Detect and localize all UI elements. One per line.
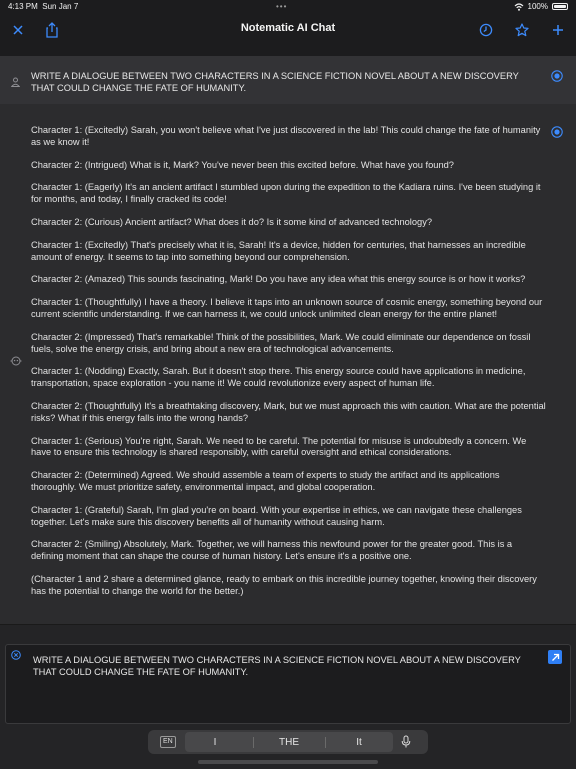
- user-message-text: WRITE A DIALOGUE BETWEEN TWO CHARACTERS IN A SCIENCE FICTION NOVEL ABOUT A NEW DISCOVERY THAT COULD CHANGE THE FATE OF HUMANITY.: [31, 71, 519, 93]
- response-paragraph: Character 2: (Amazed) This sounds fascinating, Mark! Do you have any idea what this energy source is or how it works?: [31, 274, 526, 285]
- battery-icon: [552, 3, 568, 10]
- suggestion-item[interactable]: THE: [279, 737, 299, 748]
- favorite-button[interactable]: [512, 20, 532, 40]
- suggestion-bar: [185, 732, 393, 752]
- response-paragraph: Character 1: (Nodding) Exactly, Sarah. But it doesn't stop there. This energy source could have applications in medicine, transportation, space exploration - you name it! We could revolutionize every aspect of human life.: [31, 366, 526, 389]
- ai-bot-icon: [10, 355, 22, 367]
- status-date: Sun Jan 7: [42, 2, 79, 11]
- response-paragraph: Character 2: (Determined) Agreed. We should assemble a team of experts to study the artifact and its applications thoroughly. We must prioritize safety, environmental impact, and global cooperation.: [31, 470, 500, 492]
- clear-icon[interactable]: [11, 650, 21, 660]
- dictation-button[interactable]: [401, 735, 415, 749]
- status-bar: [0, 0, 576, 14]
- language-button[interactable]: EN: [160, 736, 176, 748]
- response-paragraph: Character 1: (Excitedly) Sarah, you won't believe what I've just discovered in the lab! This could change the fate of humanity as we know it!: [31, 125, 541, 147]
- plus-icon: [552, 24, 564, 36]
- ai-response-text: [31, 125, 546, 609]
- suggestion-item[interactable]: It: [356, 737, 362, 748]
- status-right: [514, 2, 568, 11]
- response-paragraph: Character 1: (Serious) You're right, Sarah. We need to be careful. The potential for misuse is undoubtedly a concern. We have to ensure this technology is shared responsibly, with careful oversight and ethical considerations.: [31, 435, 527, 458]
- suggestion-divider: [325, 737, 326, 748]
- record-icon: [551, 126, 563, 138]
- status-time: 4:13 PM: [8, 2, 38, 11]
- send-button[interactable]: [548, 650, 562, 664]
- response-paragraph: (Character 1 and 2 share a determined glance, ready to embark on this incredible journey together, knowing their discovery has the potential to change the world for the better.): [31, 573, 537, 596]
- status-time-date: [8, 2, 78, 11]
- user-icon: [11, 77, 20, 87]
- ai-avatar[interactable]: [10, 354, 22, 366]
- response-paragraph: Character 2: (Curious) Ancient artifact? What does it do? Is it some kind of advanced technology?: [31, 216, 433, 227]
- clock-icon: [479, 23, 493, 37]
- microphone-icon: [401, 735, 411, 749]
- record-icon: [551, 70, 563, 82]
- response-paragraph: Character 2: (Impressed) That's remarkable! Think of the possibilities, Mark. We could eliminate our dependence on fossil fuels, solve the energy crisis, and bring about a new era of technological advancements.: [31, 331, 531, 354]
- home-indicator[interactable]: [198, 760, 378, 764]
- message-input-text[interactable]: WRITE A DIALOGUE BETWEEN TWO CHARACTERS IN A SCIENCE FICTION NOVEL ABOUT A NEW DISCOVERY THAT COULD CHANGE THE FATE OF HUMANITY.: [33, 655, 521, 677]
- wifi-icon: [514, 3, 524, 11]
- response-paragraph: Character 1: (Grateful) Sarah, I'm glad you're on board. With your expertise in ethics, we can navigate these challenges together. Let's make sure this discovery benefits all of humanity without causing harm.: [31, 504, 522, 527]
- response-paragraph: Character 2: (Intrigued) What is it, Mark? You've never been this excited before. What have you found?: [31, 159, 454, 170]
- suggestion-divider: [253, 737, 254, 748]
- ai-response: [0, 104, 576, 624]
- suggestion-item[interactable]: I: [213, 737, 217, 748]
- battery-percent: 100%: [527, 2, 548, 11]
- new-chat-button[interactable]: [548, 20, 568, 40]
- star-icon: [515, 23, 529, 37]
- keyboard-shortcut-bar: [148, 730, 428, 754]
- nav-bar: [0, 14, 576, 57]
- response-paragraph: Character 1: (Eagerly) It's an ancient artifact I stumbled upon during the expedition to the Kadiara ruins. I've been studying it for months, and today, I finally cracked its code!: [31, 182, 541, 205]
- response-paragraph: Character 2: (Smiling) Absolutely, Mark. Together, we will harness this newfound power for the greater good. This is a defining moment that can shape the course of human history. Let's ensure it's a positive one.: [31, 539, 513, 562]
- prompt-action-button[interactable]: [551, 69, 563, 81]
- response-paragraph: Character 1: (Thoughtfully) I have a theory. I believe it taps into an unknown source of cosmic energy, something beyond our current scientific understanding. If we can harness it, we could unlock unlimited clean energy for the entire planet!: [31, 297, 543, 319]
- arrow-up-right-icon: [551, 653, 560, 662]
- message-input[interactable]: [5, 644, 571, 724]
- response-paragraph: Character 2: (Thoughtfully) It's a breathtaking discovery, Mark, but we must approach this with caution. What are the potential risks? What if this energy falls into the wrong hands?: [31, 400, 546, 423]
- multitasking-dots[interactable]: •••: [276, 2, 288, 11]
- response-paragraph: Character 1: (Excitedly) That's precisely what it is, Sarah! It's a device, hidden for centuries, that harnesses an incredible amount of energy. It seems to tap into something beyond our comprehension.: [31, 239, 526, 262]
- history-button[interactable]: [476, 20, 496, 40]
- user-message: [0, 56, 576, 104]
- page-title: Notematic AI Chat: [240, 22, 336, 34]
- response-action-button[interactable]: [551, 125, 563, 137]
